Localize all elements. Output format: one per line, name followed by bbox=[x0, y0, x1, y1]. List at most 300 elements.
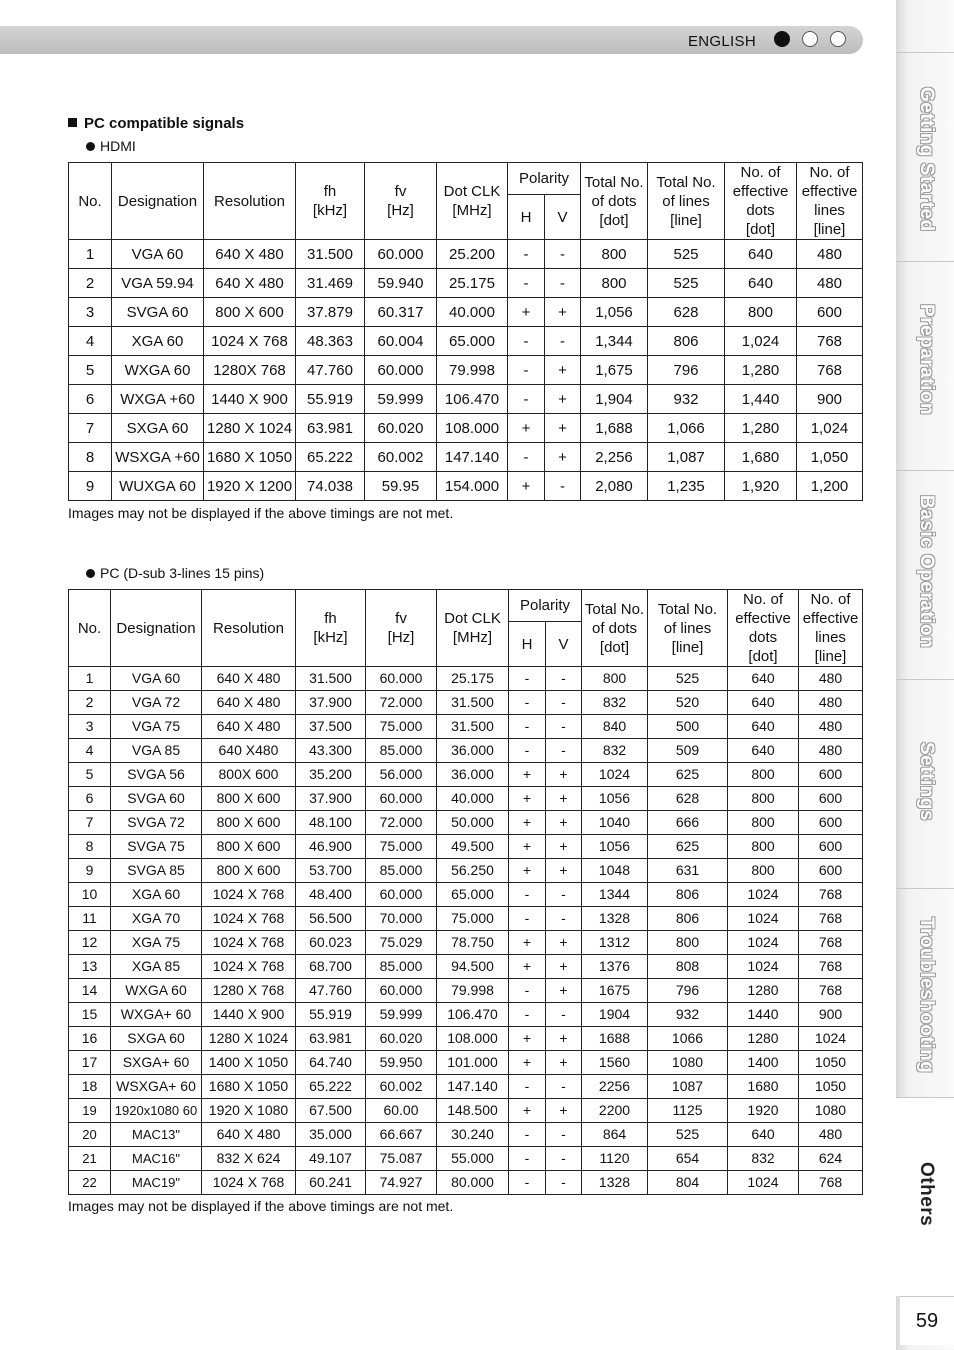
table-row bbox=[69, 385, 863, 414]
table-cell: 17 bbox=[69, 1051, 111, 1075]
table-row bbox=[69, 1147, 863, 1171]
table-cell: - bbox=[508, 240, 545, 269]
table-cell: 1120 bbox=[582, 1147, 648, 1171]
table-cell: WSXGA+ 60 bbox=[111, 1075, 202, 1099]
col-header-effective-dots: No. of effective dots [dot] bbox=[728, 590, 799, 667]
section-tabs bbox=[896, 0, 954, 1350]
tab-label: Troubleshooting bbox=[916, 917, 937, 1074]
table-cell: 154.000 bbox=[437, 472, 508, 501]
table-cell: 1,440 bbox=[725, 385, 797, 414]
table-cell: 1,024 bbox=[725, 327, 797, 356]
table-cell: 832 bbox=[582, 739, 648, 763]
table-cell: 800 bbox=[581, 269, 648, 298]
table-cell: + bbox=[545, 356, 581, 385]
table-cell: + bbox=[545, 298, 581, 327]
table-cell: 59.940 bbox=[365, 269, 437, 298]
table-cell: + bbox=[546, 811, 582, 835]
table-cell: - bbox=[545, 240, 581, 269]
table-row bbox=[69, 269, 863, 298]
table-cell: 768 bbox=[799, 907, 863, 931]
table-cell: 796 bbox=[648, 356, 725, 385]
table-cell: 1024 bbox=[728, 1171, 799, 1195]
table-cell: 67.500 bbox=[296, 1099, 366, 1123]
table-cell: - bbox=[509, 979, 546, 1003]
page-indicator-dot-icon bbox=[830, 31, 846, 47]
table-cell: 1344 bbox=[582, 883, 648, 907]
table-cell: 640 X 480 bbox=[204, 269, 296, 298]
table-cell: 640 X 480 bbox=[202, 691, 296, 715]
table-cell: 65.000 bbox=[437, 883, 509, 907]
hdmi-table-body bbox=[69, 240, 863, 501]
table-cell: VGA 85 bbox=[111, 739, 202, 763]
tab-getting-started[interactable] bbox=[896, 52, 954, 261]
table-cell: 47.760 bbox=[296, 356, 365, 385]
tab-label: Preparation bbox=[916, 304, 937, 416]
table-cell: 1280 bbox=[728, 1027, 799, 1051]
table-cell: 800 bbox=[728, 859, 799, 883]
table-cell: 5 bbox=[69, 356, 112, 385]
table-cell: 480 bbox=[799, 739, 863, 763]
table-cell: 108.000 bbox=[437, 414, 508, 443]
table-cell: 864 bbox=[582, 1123, 648, 1147]
table-cell: + bbox=[546, 979, 582, 1003]
table-cell: 148.500 bbox=[437, 1099, 509, 1123]
table-row bbox=[69, 955, 863, 979]
table-cell: 1328 bbox=[582, 1171, 648, 1195]
table-cell: 60.317 bbox=[365, 298, 437, 327]
table-cell: 800 bbox=[725, 298, 797, 327]
table-cell: VGA 59.94 bbox=[112, 269, 204, 298]
table-cell: 60.020 bbox=[365, 414, 437, 443]
table-cell: - bbox=[508, 443, 545, 472]
table-cell: 2 bbox=[69, 691, 111, 715]
table-cell: 1,200 bbox=[797, 472, 863, 501]
tab-preparation[interactable] bbox=[896, 261, 954, 470]
table-cell: 31.500 bbox=[437, 715, 509, 739]
table-cell: 1920x1080 60 bbox=[111, 1099, 202, 1123]
table-cell: 768 bbox=[799, 931, 863, 955]
col-header-resolution: Resolution bbox=[202, 590, 296, 667]
table-row bbox=[69, 1051, 863, 1075]
tab-basic-operation[interactable] bbox=[896, 470, 954, 679]
table-cell: 46.900 bbox=[296, 835, 366, 859]
table-cell: 1024 bbox=[728, 907, 799, 931]
table-cell: 75.087 bbox=[366, 1147, 437, 1171]
table-cell: 832 bbox=[582, 691, 648, 715]
table-cell: 480 bbox=[799, 715, 863, 739]
table-cell: 808 bbox=[648, 955, 728, 979]
table-cell: 65.222 bbox=[296, 1075, 366, 1099]
table-cell: 1,675 bbox=[581, 356, 648, 385]
col-header-fh: fh [kHz] bbox=[296, 590, 366, 667]
table-cell: 509 bbox=[648, 739, 728, 763]
table-cell: - bbox=[546, 1003, 582, 1027]
table-cell: 1680 bbox=[728, 1075, 799, 1099]
col-header-polarity-h: H bbox=[509, 622, 546, 667]
table-cell: 625 bbox=[648, 835, 728, 859]
square-bullet-icon bbox=[68, 118, 77, 127]
table-cell: 806 bbox=[648, 327, 725, 356]
table-cell: 36.000 bbox=[437, 763, 509, 787]
table-cell: 1440 X 900 bbox=[204, 385, 296, 414]
table-cell: 106.470 bbox=[437, 1003, 509, 1027]
table-cell: 10 bbox=[69, 883, 111, 907]
col-header-effective-lines: No. of effective lines [line] bbox=[797, 163, 863, 240]
table-cell: 800 X 600 bbox=[202, 859, 296, 883]
table-cell: - bbox=[546, 691, 582, 715]
table-cell: 47.760 bbox=[296, 979, 366, 1003]
table-cell: 1024 bbox=[582, 763, 648, 787]
page-indicator-dot-icon bbox=[774, 31, 790, 47]
table-cell: 932 bbox=[648, 385, 725, 414]
table-cell: WXGA 60 bbox=[112, 356, 204, 385]
table-cell: MAC13" bbox=[111, 1123, 202, 1147]
table-cell: 600 bbox=[799, 835, 863, 859]
table-cell: + bbox=[545, 443, 581, 472]
table-cell: 37.900 bbox=[296, 787, 366, 811]
table-cell: + bbox=[508, 472, 545, 501]
page-indicator-dot-icon bbox=[802, 31, 818, 47]
table-cell: - bbox=[546, 883, 582, 907]
table-row bbox=[69, 1003, 863, 1027]
bullet-icon bbox=[86, 142, 95, 151]
table-cell: XGA 60 bbox=[111, 883, 202, 907]
pc-subtitle: PC (D-sub 3-lines 15 pins) bbox=[86, 565, 264, 581]
table-cell: - bbox=[509, 715, 546, 739]
col-header-dot-clk: Dot CLK [MHz] bbox=[437, 163, 508, 240]
table-cell: SVGA 85 bbox=[111, 859, 202, 883]
table-cell: 1376 bbox=[582, 955, 648, 979]
table-cell: WSXGA +60 bbox=[112, 443, 204, 472]
table-cell: MAC16" bbox=[111, 1147, 202, 1171]
table-cell: - bbox=[546, 667, 582, 691]
table-cell: - bbox=[509, 691, 546, 715]
table-cell: 79.998 bbox=[437, 356, 508, 385]
table-cell: 1087 bbox=[648, 1075, 728, 1099]
hdmi-timing-note: Images may not be displayed if the above timings are not met. bbox=[68, 505, 454, 521]
table-cell: 4 bbox=[69, 739, 111, 763]
table-cell: 800X 600 bbox=[202, 763, 296, 787]
table-cell: 2 bbox=[69, 269, 112, 298]
table-cell: 60.00 bbox=[366, 1099, 437, 1123]
tab-label: Basic Operation bbox=[916, 495, 937, 649]
table-cell: + bbox=[509, 787, 546, 811]
table-cell: 1,066 bbox=[648, 414, 725, 443]
table-cell: 500 bbox=[648, 715, 728, 739]
table-cell: 628 bbox=[648, 298, 725, 327]
table-cell: 1920 X 1200 bbox=[204, 472, 296, 501]
table-cell: 64.740 bbox=[296, 1051, 366, 1075]
table-cell: 12 bbox=[69, 931, 111, 955]
table-cell: 800 X 600 bbox=[202, 835, 296, 859]
table-cell: - bbox=[546, 1075, 582, 1099]
table-cell: 1050 bbox=[799, 1051, 863, 1075]
table-cell: 1280 X 1024 bbox=[204, 414, 296, 443]
table-row bbox=[69, 979, 863, 1003]
table-cell: 1024 X 768 bbox=[202, 931, 296, 955]
table-cell: SVGA 75 bbox=[111, 835, 202, 859]
table-cell: 640 bbox=[725, 269, 797, 298]
table-cell: + bbox=[509, 1027, 546, 1051]
table-cell: 60.002 bbox=[366, 1075, 437, 1099]
table-cell: 1400 X 1050 bbox=[202, 1051, 296, 1075]
table-cell: 800 bbox=[581, 240, 648, 269]
table-cell: 65.222 bbox=[296, 443, 365, 472]
table-cell: 654 bbox=[648, 1147, 728, 1171]
table-cell: 1024 bbox=[728, 931, 799, 955]
table-cell: 31.500 bbox=[296, 240, 365, 269]
table-cell: 480 bbox=[797, 269, 863, 298]
col-header-fh: fh [kHz] bbox=[296, 163, 365, 240]
table-cell: 101.000 bbox=[437, 1051, 509, 1075]
table-cell: 40.000 bbox=[437, 787, 509, 811]
table-cell: 79.998 bbox=[437, 979, 509, 1003]
table-cell: 600 bbox=[799, 787, 863, 811]
table-cell: 8 bbox=[69, 443, 112, 472]
table-cell: - bbox=[546, 715, 582, 739]
table-cell: 640 X480 bbox=[202, 739, 296, 763]
table-cell: 49.500 bbox=[437, 835, 509, 859]
table-cell: SVGA 60 bbox=[112, 298, 204, 327]
table-cell: + bbox=[509, 931, 546, 955]
col-header-fv: fv [Hz] bbox=[365, 163, 437, 240]
table-cell: 806 bbox=[648, 907, 728, 931]
table-cell: 20 bbox=[69, 1123, 111, 1147]
table-cell: 55.919 bbox=[296, 385, 365, 414]
table-cell: 1675 bbox=[582, 979, 648, 1003]
table-cell: 628 bbox=[648, 787, 728, 811]
col-header-polarity-v: V bbox=[546, 622, 582, 667]
table-cell: 9 bbox=[69, 472, 112, 501]
pc-table-body bbox=[69, 667, 863, 1195]
table-cell: 36.000 bbox=[437, 739, 509, 763]
table-row bbox=[69, 298, 863, 327]
table-cell: 600 bbox=[797, 298, 863, 327]
table-cell: 59.999 bbox=[365, 385, 437, 414]
table-cell: 1920 bbox=[728, 1099, 799, 1123]
table-cell: 806 bbox=[648, 883, 728, 907]
table-cell: 1040 bbox=[582, 811, 648, 835]
col-header-total-lines: Total No. of lines [line] bbox=[648, 590, 728, 667]
table-cell: 1024 bbox=[799, 1027, 863, 1051]
table-cell: VGA 72 bbox=[111, 691, 202, 715]
table-row bbox=[69, 414, 863, 443]
table-cell: 72.000 bbox=[366, 811, 437, 835]
table-cell: 1056 bbox=[582, 835, 648, 859]
table-cell: 768 bbox=[799, 955, 863, 979]
table-cell: 640 bbox=[728, 715, 799, 739]
table-cell: 1125 bbox=[648, 1099, 728, 1123]
table-cell: 60.000 bbox=[365, 240, 437, 269]
table-cell: 1080 bbox=[799, 1099, 863, 1123]
table-cell: + bbox=[509, 763, 546, 787]
table-cell: 60.000 bbox=[365, 356, 437, 385]
table-cell: 932 bbox=[648, 1003, 728, 1027]
table-cell: 800 bbox=[728, 787, 799, 811]
table-cell: 600 bbox=[799, 763, 863, 787]
table-row bbox=[69, 1123, 863, 1147]
table-cell: 63.981 bbox=[296, 414, 365, 443]
table-cell: + bbox=[509, 1099, 546, 1123]
table-cell: 94.500 bbox=[437, 955, 509, 979]
table-cell: 666 bbox=[648, 811, 728, 835]
table-cell: - bbox=[509, 883, 546, 907]
table-cell: 85.000 bbox=[366, 859, 437, 883]
table-cell: - bbox=[546, 1171, 582, 1195]
table-cell: 1050 bbox=[799, 1075, 863, 1099]
table-cell: 796 bbox=[648, 979, 728, 1003]
table-cell: 640 X 480 bbox=[204, 240, 296, 269]
table-cell: - bbox=[546, 907, 582, 931]
table-cell: 13 bbox=[69, 955, 111, 979]
table-cell: 78.750 bbox=[437, 931, 509, 955]
tab-label: Others bbox=[916, 1162, 937, 1227]
table-cell: 631 bbox=[648, 859, 728, 883]
table-cell: 1904 bbox=[582, 1003, 648, 1027]
table-cell: + bbox=[546, 787, 582, 811]
table-cell: 60.023 bbox=[296, 931, 366, 955]
table-cell: WXGA 60 bbox=[111, 979, 202, 1003]
table-cell: 768 bbox=[799, 883, 863, 907]
table-row bbox=[69, 883, 863, 907]
table-cell: 25.200 bbox=[437, 240, 508, 269]
table-cell: 21 bbox=[69, 1147, 111, 1171]
table-cell: 640 X 480 bbox=[202, 1123, 296, 1147]
tab-settings[interactable] bbox=[896, 679, 954, 888]
table-cell: 1688 bbox=[582, 1027, 648, 1051]
table-cell: 1,680 bbox=[725, 443, 797, 472]
table-cell: + bbox=[509, 811, 546, 835]
table-cell: 768 bbox=[799, 1171, 863, 1195]
table-cell: 1280 X 1024 bbox=[202, 1027, 296, 1051]
table-cell: 525 bbox=[648, 240, 725, 269]
table-cell: 22 bbox=[69, 1171, 111, 1195]
table-cell: - bbox=[509, 667, 546, 691]
table-cell: 37.900 bbox=[296, 691, 366, 715]
col-header-dot-clk: Dot CLK [MHz] bbox=[437, 590, 509, 667]
table-cell: 1024 bbox=[728, 883, 799, 907]
table-cell: 832 X 624 bbox=[202, 1147, 296, 1171]
table-row bbox=[69, 240, 863, 269]
table-cell: WXGA +60 bbox=[112, 385, 204, 414]
tab-others[interactable] bbox=[896, 1097, 954, 1296]
table-cell: 1024 X 768 bbox=[202, 907, 296, 931]
table-cell: 1024 X 768 bbox=[202, 955, 296, 979]
table-cell: 147.140 bbox=[437, 1075, 509, 1099]
table-cell: 75.000 bbox=[366, 835, 437, 859]
table-cell: 1,344 bbox=[581, 327, 648, 356]
pc-timing-note: Images may not be displayed if the above timings are not met. bbox=[68, 1198, 454, 1214]
table-cell: MAC19" bbox=[111, 1171, 202, 1195]
table-cell: 85.000 bbox=[366, 955, 437, 979]
col-header-fv: fv [Hz] bbox=[366, 590, 437, 667]
table-cell: 56.000 bbox=[366, 763, 437, 787]
table-cell: 70.000 bbox=[366, 907, 437, 931]
table-cell: 11 bbox=[69, 907, 111, 931]
table-cell: 74.927 bbox=[366, 1171, 437, 1195]
table-cell: - bbox=[508, 269, 545, 298]
table-cell: 600 bbox=[799, 859, 863, 883]
table-cell: 1440 bbox=[728, 1003, 799, 1027]
table-cell: - bbox=[546, 1147, 582, 1171]
col-header-total-dots: Total No. of dots [dot] bbox=[581, 163, 648, 240]
table-cell: 4 bbox=[69, 327, 112, 356]
table-cell: 14 bbox=[69, 979, 111, 1003]
table-cell: 1280 bbox=[728, 979, 799, 1003]
table-cell: 1312 bbox=[582, 931, 648, 955]
col-header-total-lines: Total No. of lines [line] bbox=[648, 163, 725, 240]
table-row bbox=[69, 907, 863, 931]
table-cell: SXGA 60 bbox=[111, 1027, 202, 1051]
table-cell: + bbox=[545, 385, 581, 414]
table-cell: 75.029 bbox=[366, 931, 437, 955]
table-cell: 640 bbox=[728, 667, 799, 691]
table-cell: 525 bbox=[648, 269, 725, 298]
table-row bbox=[69, 667, 863, 691]
table-row bbox=[69, 1099, 863, 1123]
table-cell: 35.000 bbox=[296, 1123, 366, 1147]
table-cell: + bbox=[509, 955, 546, 979]
table-cell: SVGA 56 bbox=[111, 763, 202, 787]
table-cell: 25.175 bbox=[437, 269, 508, 298]
table-cell: 1280 X 768 bbox=[202, 979, 296, 1003]
table-cell: 480 bbox=[799, 691, 863, 715]
table-cell: - bbox=[509, 1123, 546, 1147]
col-header-polarity: Polarity bbox=[509, 590, 582, 622]
table-cell: SVGA 72 bbox=[111, 811, 202, 835]
table-cell: - bbox=[509, 1003, 546, 1027]
table-cell: 31.500 bbox=[437, 691, 509, 715]
table-cell: 800 bbox=[582, 667, 648, 691]
table-cell: 48.400 bbox=[296, 883, 366, 907]
table-cell: WUXGA 60 bbox=[112, 472, 204, 501]
table-cell: 7 bbox=[69, 414, 112, 443]
table-cell: 1400 bbox=[728, 1051, 799, 1075]
table-cell: + bbox=[508, 298, 545, 327]
table-cell: + bbox=[546, 955, 582, 979]
tab-label: Settings bbox=[916, 742, 937, 821]
table-cell: 800 X 600 bbox=[202, 811, 296, 835]
table-cell: 2,256 bbox=[581, 443, 648, 472]
table-cell: 1056 bbox=[582, 787, 648, 811]
table-cell: 624 bbox=[799, 1147, 863, 1171]
table-cell: + bbox=[546, 1027, 582, 1051]
table-cell: 800 bbox=[728, 811, 799, 835]
table-cell: + bbox=[546, 931, 582, 955]
col-header-no: No. bbox=[69, 163, 112, 240]
page-number: 59 bbox=[900, 1296, 954, 1345]
table-cell: 640 bbox=[728, 691, 799, 715]
table-cell: XGA 75 bbox=[111, 931, 202, 955]
hdmi-signal-table bbox=[68, 162, 863, 501]
table-cell: 2200 bbox=[582, 1099, 648, 1123]
table-row bbox=[69, 1027, 863, 1051]
table-cell: - bbox=[509, 1075, 546, 1099]
table-cell: 3 bbox=[69, 715, 111, 739]
table-cell: 43.300 bbox=[296, 739, 366, 763]
table-cell: - bbox=[509, 739, 546, 763]
col-header-designation: Designation bbox=[112, 163, 204, 240]
table-cell: 800 X 600 bbox=[204, 298, 296, 327]
table-cell: SXGA 60 bbox=[112, 414, 204, 443]
table-cell: 1,056 bbox=[581, 298, 648, 327]
table-cell: 80.000 bbox=[437, 1171, 509, 1195]
table-cell: 60.004 bbox=[365, 327, 437, 356]
tab-troubleshooting[interactable] bbox=[896, 888, 954, 1097]
table-cell: 1024 bbox=[728, 955, 799, 979]
table-cell: 31.500 bbox=[296, 667, 366, 691]
col-header-polarity-v: V bbox=[545, 195, 581, 240]
